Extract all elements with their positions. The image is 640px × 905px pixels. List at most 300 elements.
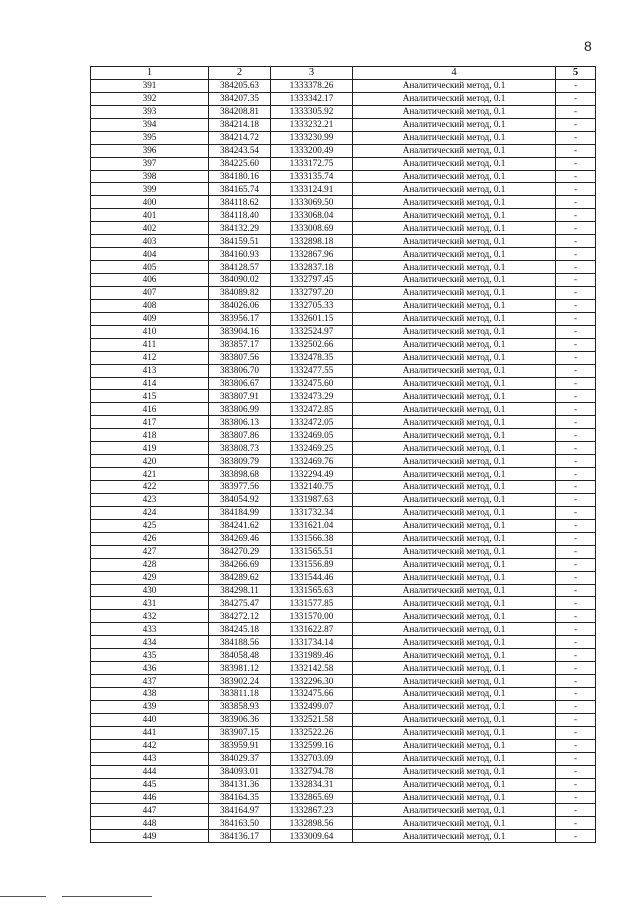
cell-point-number: 405: [91, 261, 209, 274]
cell-x-coordinate: 383959.91: [209, 739, 271, 752]
cell-point-number: 441: [91, 726, 209, 739]
cell-method-accuracy: Аналитический метод, 0.1: [353, 571, 556, 584]
cell-y-coordinate: 1332521.58: [271, 713, 353, 726]
cell-note: -: [556, 700, 596, 713]
cell-note: -: [556, 312, 596, 325]
cell-point-number: 392: [91, 92, 209, 105]
table-row: [91, 351, 596, 364]
cell-point-number: 403: [91, 235, 209, 248]
cell-x-coordinate: 384208.81: [209, 105, 271, 118]
cell-x-coordinate: 383806.13: [209, 416, 271, 429]
cell-x-coordinate: 384029.37: [209, 752, 271, 765]
cell-point-number: 421: [91, 468, 209, 481]
table-row: [91, 675, 596, 688]
cell-point-number: 446: [91, 791, 209, 804]
cell-method-accuracy: Аналитический метод, 0.1: [353, 455, 556, 468]
cell-note: -: [556, 468, 596, 481]
table-row: [91, 209, 596, 222]
cell-note: -: [556, 675, 596, 688]
cell-y-coordinate: 1332142.58: [271, 662, 353, 675]
cell-x-coordinate: 383806.70: [209, 364, 271, 377]
cell-point-number: 412: [91, 351, 209, 364]
table-row: [91, 481, 596, 494]
cell-method-accuracy: Аналитический метод, 0.1: [353, 545, 556, 558]
cell-method-accuracy: Аналитический метод, 0.1: [353, 519, 556, 532]
table-row: [91, 377, 596, 390]
cell-method-accuracy: Аналитический метод, 0.1: [353, 196, 556, 209]
cell-note: -: [556, 157, 596, 170]
cell-point-number: 447: [91, 804, 209, 817]
table-row: [91, 649, 596, 662]
cell-note: -: [556, 713, 596, 726]
cell-note: -: [556, 92, 596, 105]
cell-method-accuracy: Аналитический метод, 0.1: [353, 752, 556, 765]
table-row: [91, 157, 596, 170]
cell-method-accuracy: Аналитический метод, 0.1: [353, 817, 556, 830]
cell-method-accuracy: Аналитический метод, 0.1: [353, 481, 556, 494]
cell-y-coordinate: 1333342.17: [271, 92, 353, 105]
cell-method-accuracy: Аналитический метод, 0.1: [353, 364, 556, 377]
cell-point-number: 436: [91, 662, 209, 675]
cell-y-coordinate: 1332478.35: [271, 351, 353, 364]
cell-method-accuracy: Аналитический метод, 0.1: [353, 636, 556, 649]
cell-note: -: [556, 481, 596, 494]
cell-x-coordinate: 383904.16: [209, 325, 271, 338]
cell-x-coordinate: 383808.73: [209, 442, 271, 455]
cell-method-accuracy: Аналитический метод, 0.1: [353, 377, 556, 390]
cell-note: -: [556, 830, 596, 843]
cell-note: -: [556, 105, 596, 118]
cell-y-coordinate: 1331577.85: [271, 597, 353, 610]
table-row: [91, 700, 596, 713]
cell-y-coordinate: 1332865.69: [271, 791, 353, 804]
cell-method-accuracy: Аналитический метод, 0.1: [353, 248, 556, 261]
cell-x-coordinate: 384128.57: [209, 261, 271, 274]
cell-y-coordinate: 1332469.76: [271, 455, 353, 468]
cell-y-coordinate: 1331570.00: [271, 610, 353, 623]
header-col-5: 5: [556, 67, 596, 80]
table-row: [91, 468, 596, 481]
cell-point-number: 424: [91, 506, 209, 519]
cell-point-number: 445: [91, 778, 209, 791]
cell-point-number: 437: [91, 675, 209, 688]
footer-rule-left: [0, 896, 46, 897]
cell-point-number: 434: [91, 636, 209, 649]
cell-y-coordinate: 1331544.46: [271, 571, 353, 584]
cell-note: -: [556, 274, 596, 287]
cell-method-accuracy: Аналитический метод, 0.1: [353, 688, 556, 701]
cell-note: -: [556, 183, 596, 196]
cell-x-coordinate: 384093.01: [209, 765, 271, 778]
table-row: [91, 325, 596, 338]
cell-x-coordinate: 384214.18: [209, 118, 271, 131]
cell-y-coordinate: 1332797.45: [271, 274, 353, 287]
table-row: [91, 79, 596, 92]
cell-note: -: [556, 429, 596, 442]
cell-x-coordinate: 384026.06: [209, 299, 271, 312]
cell-method-accuracy: Аналитический метод, 0.1: [353, 726, 556, 739]
cell-x-coordinate: 383857.17: [209, 338, 271, 351]
cell-point-number: 429: [91, 571, 209, 584]
cell-method-accuracy: Аналитический метод, 0.1: [353, 325, 556, 338]
cell-method-accuracy: Аналитический метод, 0.1: [353, 261, 556, 274]
cell-note: -: [556, 403, 596, 416]
table-row: [91, 662, 596, 675]
cell-method-accuracy: Аналитический метод, 0.1: [353, 584, 556, 597]
cell-x-coordinate: 384266.69: [209, 558, 271, 571]
table-row: [91, 364, 596, 377]
cell-point-number: 397: [91, 157, 209, 170]
cell-y-coordinate: 1333232.21: [271, 118, 353, 131]
footer-rule-right: [62, 896, 152, 897]
cell-y-coordinate: 1332867.23: [271, 804, 353, 817]
cell-x-coordinate: 384131.36: [209, 778, 271, 791]
cell-x-coordinate: 383807.56: [209, 351, 271, 364]
cell-method-accuracy: Аналитический метод, 0.1: [353, 209, 556, 222]
cell-y-coordinate: 1332599.16: [271, 739, 353, 752]
cell-method-accuracy: Аналитический метод, 0.1: [353, 183, 556, 196]
cell-y-coordinate: 1332703.09: [271, 752, 353, 765]
cell-x-coordinate: 384214.72: [209, 131, 271, 144]
cell-x-coordinate: 384164.97: [209, 804, 271, 817]
cell-point-number: 442: [91, 739, 209, 752]
cell-method-accuracy: Аналитический метод, 0.1: [353, 468, 556, 481]
cell-note: -: [556, 636, 596, 649]
cell-y-coordinate: 1332469.05: [271, 429, 353, 442]
cell-point-number: 439: [91, 700, 209, 713]
table-row: [91, 429, 596, 442]
cell-note: -: [556, 222, 596, 235]
table-row: [91, 144, 596, 157]
table-row: [91, 545, 596, 558]
cell-x-coordinate: 384188.56: [209, 636, 271, 649]
cell-x-coordinate: 384136.17: [209, 830, 271, 843]
cell-method-accuracy: Аналитический метод, 0.1: [353, 157, 556, 170]
cell-note: -: [556, 325, 596, 338]
cell-y-coordinate: 1332522.26: [271, 726, 353, 739]
table-row: [91, 506, 596, 519]
cell-y-coordinate: 1332867.96: [271, 248, 353, 261]
cell-x-coordinate: 384118.62: [209, 196, 271, 209]
cell-method-accuracy: Аналитический метод, 0.1: [353, 675, 556, 688]
cell-point-number: 404: [91, 248, 209, 261]
table-row: [91, 455, 596, 468]
cell-y-coordinate: 1333009.64: [271, 830, 353, 843]
cell-note: -: [556, 688, 596, 701]
cell-y-coordinate: 1332473.29: [271, 390, 353, 403]
cell-point-number: 433: [91, 623, 209, 636]
cell-y-coordinate: 1332898.18: [271, 235, 353, 248]
cell-method-accuracy: Аналитический метод, 0.1: [353, 830, 556, 843]
cell-method-accuracy: Аналитический метод, 0.1: [353, 338, 556, 351]
cell-note: -: [556, 118, 596, 131]
cell-note: -: [556, 584, 596, 597]
cell-x-coordinate: 384272.12: [209, 610, 271, 623]
cell-point-number: 431: [91, 597, 209, 610]
cell-x-coordinate: 383956.17: [209, 312, 271, 325]
cell-y-coordinate: 1332705.33: [271, 299, 353, 312]
cell-point-number: 410: [91, 325, 209, 338]
table-row: [91, 196, 596, 209]
cell-note: -: [556, 649, 596, 662]
cell-note: -: [556, 416, 596, 429]
cell-y-coordinate: 1331987.63: [271, 493, 353, 506]
cell-method-accuracy: Аналитический метод, 0.1: [353, 416, 556, 429]
cell-point-number: 413: [91, 364, 209, 377]
table-row: [91, 105, 596, 118]
cell-point-number: 444: [91, 765, 209, 778]
table-row: [91, 636, 596, 649]
cell-y-coordinate: 1332296.30: [271, 675, 353, 688]
cell-point-number: 391: [91, 79, 209, 92]
cell-note: -: [556, 558, 596, 571]
cell-note: -: [556, 286, 596, 299]
cell-y-coordinate: 1332834.31: [271, 778, 353, 791]
cell-x-coordinate: 384118.40: [209, 209, 271, 222]
cell-y-coordinate: 1332472.85: [271, 403, 353, 416]
table-row: [91, 442, 596, 455]
cell-y-coordinate: 1332601.15: [271, 312, 353, 325]
cell-method-accuracy: Аналитический метод, 0.1: [353, 623, 556, 636]
table-row: [91, 558, 596, 571]
cell-point-number: 419: [91, 442, 209, 455]
cell-method-accuracy: Аналитический метод, 0.1: [353, 79, 556, 92]
cell-y-coordinate: 1332794.78: [271, 765, 353, 778]
cell-x-coordinate: 383906.36: [209, 713, 271, 726]
cell-y-coordinate: 1333135.74: [271, 170, 353, 183]
table-row: [91, 532, 596, 545]
cell-method-accuracy: Аналитический метод, 0.1: [353, 662, 556, 675]
cell-point-number: 417: [91, 416, 209, 429]
cell-point-number: 435: [91, 649, 209, 662]
cell-note: -: [556, 817, 596, 830]
cell-point-number: 448: [91, 817, 209, 830]
table-row: [91, 778, 596, 791]
cell-x-coordinate: 384160.93: [209, 248, 271, 261]
cell-method-accuracy: Аналитический метод, 0.1: [353, 804, 556, 817]
cell-method-accuracy: Аналитический метод, 0.1: [353, 131, 556, 144]
page-number: 8: [584, 38, 592, 54]
cell-x-coordinate: 384207.35: [209, 92, 271, 105]
cell-note: -: [556, 804, 596, 817]
table-header-row: [91, 67, 596, 80]
cell-x-coordinate: 384159.51: [209, 235, 271, 248]
table-row: [91, 118, 596, 131]
cell-y-coordinate: 1332797.20: [271, 286, 353, 299]
cell-point-number: 416: [91, 403, 209, 416]
cell-note: -: [556, 455, 596, 468]
cell-point-number: 418: [91, 429, 209, 442]
table-row: [91, 623, 596, 636]
cell-method-accuracy: Аналитический метод, 0.1: [353, 312, 556, 325]
table-row: [91, 830, 596, 843]
cell-note: -: [556, 778, 596, 791]
cell-note: -: [556, 752, 596, 765]
cell-x-coordinate: 383977.56: [209, 481, 271, 494]
table-row: [91, 817, 596, 830]
cell-note: -: [556, 519, 596, 532]
header-col-3: 3: [271, 67, 353, 80]
table-row: [91, 248, 596, 261]
table-row: [91, 610, 596, 623]
table-row: [91, 299, 596, 312]
cell-x-coordinate: 384164.35: [209, 791, 271, 804]
cell-y-coordinate: 1333200.49: [271, 144, 353, 157]
cell-method-accuracy: Аналитический метод, 0.1: [353, 649, 556, 662]
cell-x-coordinate: 384275.47: [209, 597, 271, 610]
cell-point-number: 426: [91, 532, 209, 545]
table-row: [91, 416, 596, 429]
cell-x-coordinate: 384132.29: [209, 222, 271, 235]
cell-x-coordinate: 384269.46: [209, 532, 271, 545]
cell-x-coordinate: 383806.99: [209, 403, 271, 416]
cell-note: -: [556, 493, 596, 506]
cell-method-accuracy: Аналитический метод, 0.1: [353, 144, 556, 157]
cell-x-coordinate: 383807.86: [209, 429, 271, 442]
header-col-4: 4: [353, 67, 556, 80]
cell-note: -: [556, 442, 596, 455]
cell-note: -: [556, 196, 596, 209]
cell-method-accuracy: Аналитический метод, 0.1: [353, 791, 556, 804]
cell-point-number: 395: [91, 131, 209, 144]
cell-note: -: [556, 610, 596, 623]
cell-y-coordinate: 1332502.66: [271, 338, 353, 351]
cell-x-coordinate: 383809.79: [209, 455, 271, 468]
cell-point-number: 422: [91, 481, 209, 494]
cell-point-number: 400: [91, 196, 209, 209]
cell-method-accuracy: Аналитический метод, 0.1: [353, 506, 556, 519]
cell-point-number: 393: [91, 105, 209, 118]
table-row: [91, 726, 596, 739]
cell-y-coordinate: 1333008.69: [271, 222, 353, 235]
cell-x-coordinate: 384298.11: [209, 584, 271, 597]
cell-point-number: 396: [91, 144, 209, 157]
cell-point-number: 428: [91, 558, 209, 571]
cell-note: -: [556, 791, 596, 804]
table-row: [91, 92, 596, 105]
cell-y-coordinate: 1332469.25: [271, 442, 353, 455]
table-row: [91, 584, 596, 597]
table-row: [91, 222, 596, 235]
table-row: [91, 390, 596, 403]
cell-method-accuracy: Аналитический метод, 0.1: [353, 286, 556, 299]
cell-y-coordinate: 1332294.49: [271, 468, 353, 481]
cell-x-coordinate: 384243.54: [209, 144, 271, 157]
cell-y-coordinate: 1333068.04: [271, 209, 353, 222]
cell-point-number: 409: [91, 312, 209, 325]
cell-point-number: 432: [91, 610, 209, 623]
cell-y-coordinate: 1333378.26: [271, 79, 353, 92]
cell-method-accuracy: Аналитический метод, 0.1: [353, 105, 556, 118]
cell-point-number: 414: [91, 377, 209, 390]
cell-y-coordinate: 1333230.99: [271, 131, 353, 144]
table-row: [91, 286, 596, 299]
table-row: [91, 519, 596, 532]
cell-method-accuracy: Аналитический метод, 0.1: [353, 765, 556, 778]
table-row: [91, 765, 596, 778]
cell-method-accuracy: Аналитический метод, 0.1: [353, 713, 556, 726]
cell-point-number: 401: [91, 209, 209, 222]
cell-y-coordinate: 1333305.92: [271, 105, 353, 118]
cell-method-accuracy: Аналитический метод, 0.1: [353, 700, 556, 713]
cell-x-coordinate: 384270.29: [209, 545, 271, 558]
cell-point-number: 407: [91, 286, 209, 299]
cell-point-number: 408: [91, 299, 209, 312]
cell-note: -: [556, 597, 596, 610]
cell-x-coordinate: 383811.18: [209, 688, 271, 701]
cell-x-coordinate: 384241.62: [209, 519, 271, 532]
cell-note: -: [556, 144, 596, 157]
cell-y-coordinate: 1332475.66: [271, 688, 353, 701]
cell-note: -: [556, 79, 596, 92]
cell-point-number: 440: [91, 713, 209, 726]
cell-method-accuracy: Аналитический метод, 0.1: [353, 597, 556, 610]
table-row: [91, 493, 596, 506]
table-row: [91, 403, 596, 416]
cell-method-accuracy: Аналитический метод, 0.1: [353, 739, 556, 752]
table-row: [91, 235, 596, 248]
cell-x-coordinate: 384180.16: [209, 170, 271, 183]
cell-note: -: [556, 209, 596, 222]
cell-method-accuracy: Аналитический метод, 0.1: [353, 351, 556, 364]
cell-y-coordinate: 1332524.97: [271, 325, 353, 338]
cell-method-accuracy: Аналитический метод, 0.1: [353, 299, 556, 312]
cell-y-coordinate: 1331622.87: [271, 623, 353, 636]
cell-x-coordinate: 384163.50: [209, 817, 271, 830]
cell-note: -: [556, 377, 596, 390]
cell-x-coordinate: 384058.48: [209, 649, 271, 662]
cell-y-coordinate: 1332140.75: [271, 481, 353, 494]
cell-point-number: 394: [91, 118, 209, 131]
cell-x-coordinate: 384289.62: [209, 571, 271, 584]
cell-note: -: [556, 545, 596, 558]
header-col-1: 1: [91, 67, 209, 80]
cell-x-coordinate: 384225.60: [209, 157, 271, 170]
cell-method-accuracy: Аналитический метод, 0.1: [353, 558, 556, 571]
cell-method-accuracy: Аналитический метод, 0.1: [353, 222, 556, 235]
cell-x-coordinate: 384090.02: [209, 274, 271, 287]
cell-y-coordinate: 1331732.34: [271, 506, 353, 519]
cell-method-accuracy: Аналитический метод, 0.1: [353, 493, 556, 506]
table-row: [91, 713, 596, 726]
cell-y-coordinate: 1331989.46: [271, 649, 353, 662]
cell-method-accuracy: Аналитический метод, 0.1: [353, 610, 556, 623]
cell-note: -: [556, 338, 596, 351]
cell-note: -: [556, 299, 596, 312]
cell-x-coordinate: 384054.92: [209, 493, 271, 506]
cell-method-accuracy: Аналитический метод, 0.1: [353, 429, 556, 442]
cell-note: -: [556, 235, 596, 248]
cell-point-number: 411: [91, 338, 209, 351]
cell-y-coordinate: 1331566.38: [271, 532, 353, 545]
cell-method-accuracy: Аналитический метод, 0.1: [353, 442, 556, 455]
cell-x-coordinate: 383858.93: [209, 700, 271, 713]
cell-x-coordinate: 384205.63: [209, 79, 271, 92]
cell-point-number: 427: [91, 545, 209, 558]
cell-note: -: [556, 739, 596, 752]
cell-y-coordinate: 1331556.89: [271, 558, 353, 571]
table-row: [91, 688, 596, 701]
table-row: [91, 752, 596, 765]
cell-note: -: [556, 571, 596, 584]
table-row: [91, 274, 596, 287]
cell-method-accuracy: Аналитический метод, 0.1: [353, 532, 556, 545]
cell-y-coordinate: 1333069.50: [271, 196, 353, 209]
cell-note: -: [556, 726, 596, 739]
cell-x-coordinate: 383806.67: [209, 377, 271, 390]
cell-note: -: [556, 765, 596, 778]
cell-note: -: [556, 390, 596, 403]
